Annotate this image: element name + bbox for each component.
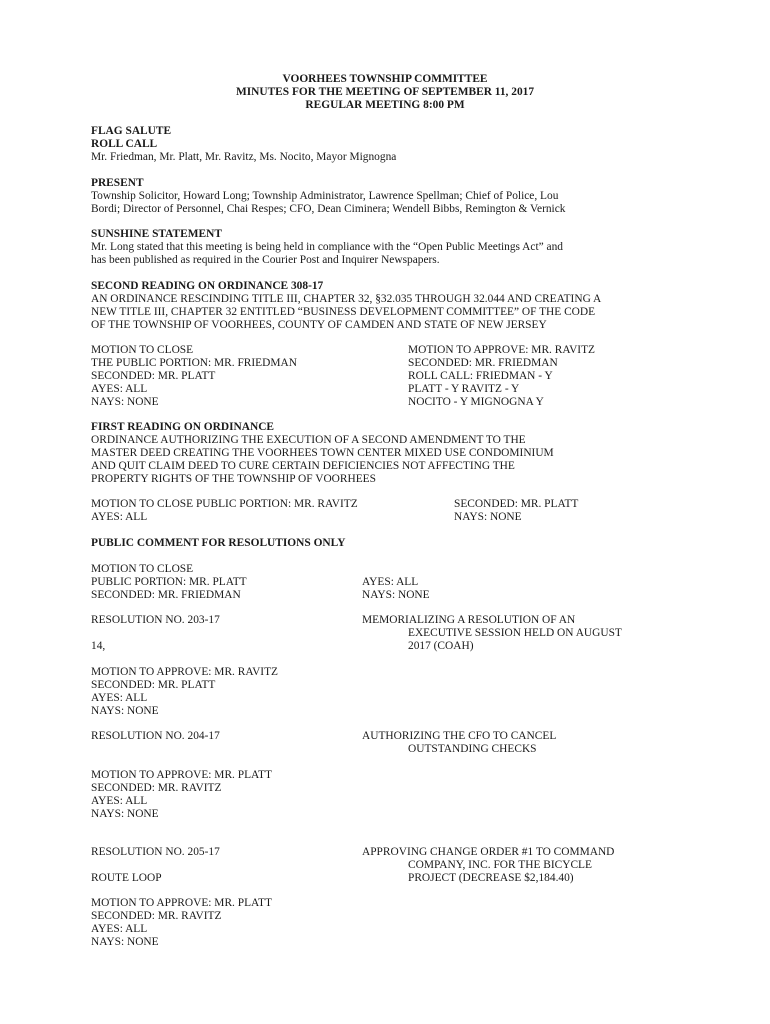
motion-line: AYES: ALL — [91, 795, 148, 807]
motion-line: AYES: ALL — [91, 383, 148, 395]
motion-line: SECONDED: MR. RAVITZ — [91, 782, 222, 794]
motion-line: NAYS: NONE — [91, 396, 159, 408]
resolution-number: RESOLUTION NO. 205-17 — [91, 846, 220, 858]
motion-line: MOTION TO APPROVE: MR. PLATT — [91, 897, 272, 909]
resolution-description: AUTHORIZING THE CFO TO CANCEL — [362, 730, 557, 742]
roll-call-heading: ROLL CALL — [91, 138, 158, 150]
document-subtitle: MINUTES FOR THE MEETING OF SEPTEMBER 11, 2017 — [235, 86, 535, 98]
roll-call-members: Mr. Friedman, Mr. Platt, Mr. Ravitz, Ms. Nocito, Mayor Mignogna — [91, 151, 397, 163]
sunshine-heading: SUNSHINE STATEMENT — [91, 228, 222, 240]
ordinance-text: OF THE TOWNSHIP OF VOORHEES, COUNTY OF CAMDEN AND STATE OF NEW JERSEY — [91, 319, 547, 331]
second-reading-heading: SECOND READING ON ORDINANCE 308-17 — [91, 280, 324, 292]
resolution-description: COMPANY, INC. FOR THE BICYCLE — [408, 859, 592, 871]
resolution-description: EXECUTIVE SESSION HELD ON AUGUST — [408, 627, 622, 639]
vote-line: ROLL CALL: FRIEDMAN - Y — [408, 370, 553, 382]
present-heading: PRESENT — [91, 177, 144, 189]
vote-line: NOCITO - Y MIGNOGNA Y — [408, 396, 544, 408]
sunshine-line: has been published as required in the Courier Post and Inquirer Newspapers. — [91, 254, 440, 266]
resolution-description: MEMORIALIZING A RESOLUTION OF AN — [362, 614, 576, 626]
resolution-description: OUTSTANDING CHECKS — [408, 743, 537, 755]
vote-line: PLATT - Y RAVITZ - Y — [408, 383, 520, 395]
meeting-type: REGULAR MEETING 8:00 PM — [305, 99, 465, 111]
motion-line: NAYS: NONE — [91, 808, 159, 820]
ordinance-text: NEW TITLE III, CHAPTER 32 ENTITLED “BUSINESS DEVELOPMENT COMMITTEE” OF THE CODE — [91, 306, 596, 318]
ordinance-text: AN ORDINANCE RESCINDING TITLE III, CHAPTER 32, §32.035 THROUGH 32.044 AND CREATING A — [91, 293, 602, 305]
ordinance-text: PROPERTY RIGHTS OF THE TOWNSHIP OF VOORHEES — [91, 473, 376, 485]
resolution-number: RESOLUTION NO. 203-17 — [91, 614, 220, 626]
motion-line: SECONDED: MR. PLATT — [91, 679, 216, 691]
motion-line: SECONDED: MR. PLATT — [91, 370, 216, 382]
nays-line: NAYS: NONE — [362, 589, 430, 601]
motion-line: AYES: ALL — [91, 923, 148, 935]
motion-line: SECONDED: MR. RAVITZ — [91, 910, 222, 922]
motion-line: SECONDED: MR. FRIEDMAN — [91, 589, 241, 601]
motion-line: NAYS: NONE — [91, 705, 159, 717]
resolution-description: 2017 (COAH) — [408, 640, 474, 652]
nays-line: NAYS: NONE — [454, 511, 522, 523]
present-line: Township Solicitor, Howard Long; Township Administrator, Lawrence Spellman; Chief of Police, Lou — [91, 190, 559, 202]
motion-line: PUBLIC PORTION: MR. PLATT — [91, 576, 247, 588]
motion-line: MOTION TO CLOSE — [91, 563, 194, 575]
ordinance-text: MASTER DEED CREATING THE VOORHEES TOWN CENTER MIXED USE CONDOMINIUM — [91, 447, 554, 459]
motion-line: MOTION TO CLOSE — [91, 344, 194, 356]
motion-line: AYES: ALL — [91, 692, 148, 704]
motion-line: MOTION TO APPROVE: MR. PLATT — [91, 769, 272, 781]
resolution-description: APPROVING CHANGE ORDER #1 TO COMMAND — [362, 846, 615, 858]
document-title: VOORHEES TOWNSHIP COMMITTEE — [282, 73, 488, 85]
ordinance-text: ORDINANCE AUTHORIZING THE EXECUTION OF A SECOND AMENDMENT TO THE — [91, 434, 526, 446]
resolution-description: PROJECT (DECREASE $2,184.40) — [408, 872, 574, 884]
ayes-line: AYES: ALL — [362, 576, 419, 588]
sunshine-line: Mr. Long stated that this meeting is being held in compliance with the “Open Public Meetings Act” and — [91, 241, 563, 253]
vote-line: SECONDED: MR. FRIEDMAN — [408, 357, 558, 369]
motion-line: THE PUBLIC PORTION: MR. FRIEDMAN — [91, 357, 297, 369]
ayes-line: AYES: ALL — [91, 511, 148, 523]
resolution-overflow-text: ROUTE LOOP — [91, 872, 162, 884]
public-comment-heading: PUBLIC COMMENT FOR RESOLUTIONS ONLY — [91, 537, 346, 549]
resolution-number: RESOLUTION NO. 204-17 — [91, 730, 220, 742]
seconded-line: SECONDED: MR. PLATT — [454, 498, 579, 510]
motion-line: MOTION TO APPROVE: MR. RAVITZ — [91, 666, 279, 678]
vote-line: MOTION TO APPROVE: MR. RAVITZ — [408, 344, 596, 356]
present-line: Bordi; Director of Personnel, Chai Respes; CFO, Dean Ciminera; Wendell Bibbs, Remington & Vernick — [91, 203, 566, 215]
ordinance-text: AND QUIT CLAIM DEED TO CURE CERTAIN DEFICIENCIES NOT AFFECTING THE — [91, 460, 515, 472]
first-reading-heading: FIRST READING ON ORDINANCE — [91, 421, 275, 433]
motion-line: NAYS: NONE — [91, 936, 159, 948]
resolution-overflow-text: 14, — [91, 640, 106, 652]
motion-line: MOTION TO CLOSE PUBLIC PORTION: MR. RAVITZ — [91, 498, 358, 510]
flag-salute-heading: FLAG SALUTE — [91, 125, 172, 137]
